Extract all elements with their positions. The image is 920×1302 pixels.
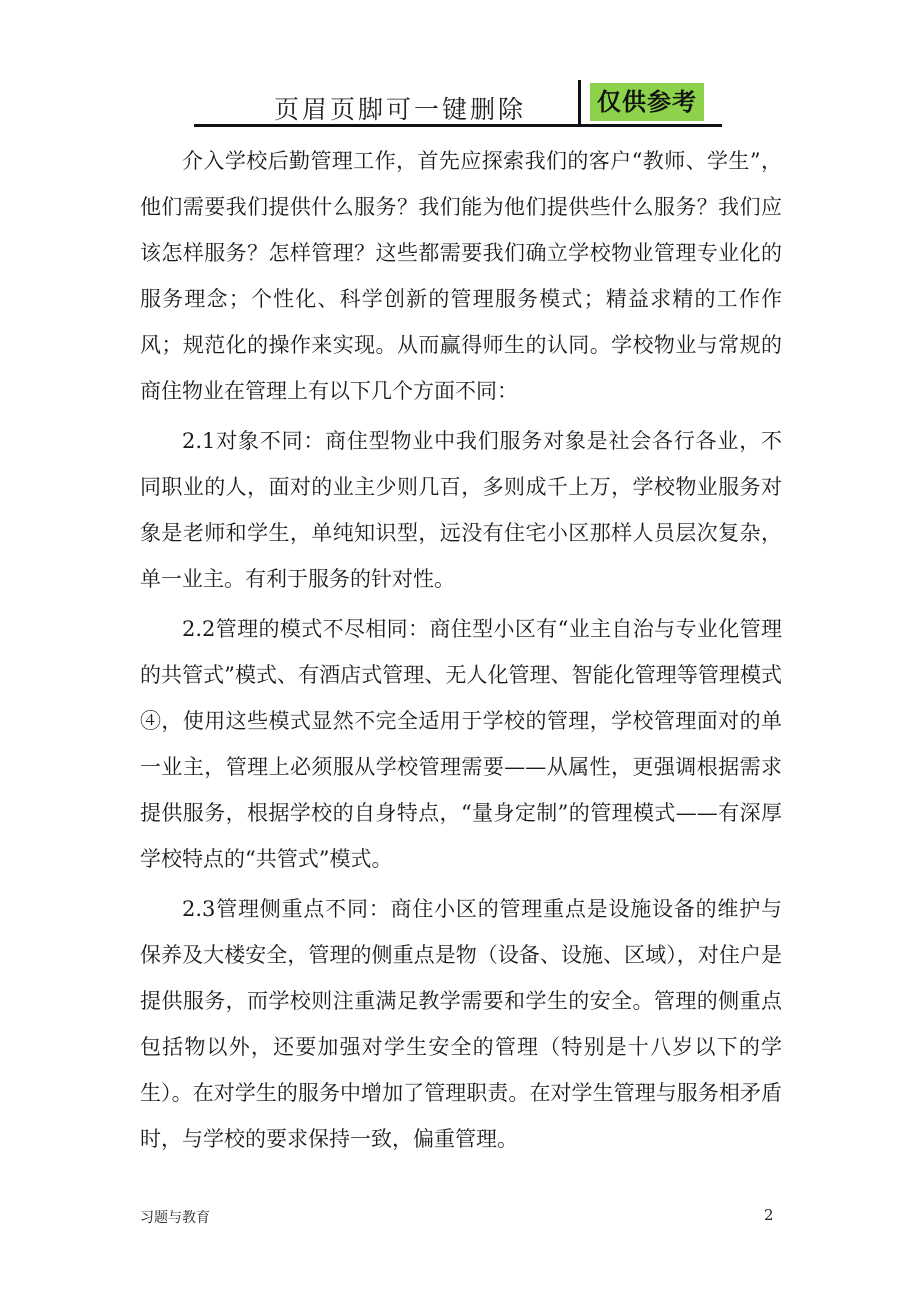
paragraph-2-3: 2.3管理侧重点不同：商住小区的管理重点是设施设备的维护与保养及大楼安全，管理的侧重点是物（设备、设施、区域），对住户是提供服务，而学校则注重满足教学需要和学生的安全。管理的侧重点包括物以外，还要加强对学生安全的管理（特别是十八岁以下的学生）。在对学生的服务中增加了管理职责。在对学生管理与服务相矛盾时，与学校的要求保持一致，偏重管理。 bbox=[140, 897, 782, 1151]
page-header bbox=[194, 76, 722, 128]
page-number: 2 bbox=[764, 1206, 774, 1224]
header-title: 页眉页脚可一键删除 bbox=[274, 95, 527, 124]
footer-label: 习题与教育 bbox=[140, 1210, 210, 1226]
document-body bbox=[140, 138, 782, 1162]
header-rule bbox=[194, 124, 722, 127]
paragraph-intro: 介入学校后勤管理工作，首先应探索我们的客户“教师、学生”，他们需要我们提供什么服务？我们能为他们提供些什么服务？我们应该怎样服务？怎样管理？这些都需要我们确立学校物业管理专业化的服务理念；个性化、科学创新的管理服务模式；精益求精的工作作风；规范化的操作来实现。从而赢得师生的认同。学校物业与常规的商住物业在管理上有以下几个方面不同： bbox=[140, 149, 782, 403]
header-badge: 仅供参考 bbox=[590, 83, 704, 121]
paragraph-2-1: 2.1对象不同：商住型物业中我们服务对象是社会各行各业，不同职业的人，面对的业主少则几百，多则成千上万，学校物业服务对象是老师和学生，单纯知识型，远没有住宅小区那样人员层次复杂，单一业主。有利于服务的针对性。 bbox=[140, 429, 782, 591]
header-divider bbox=[578, 80, 581, 126]
paragraph-2-2: 2.2管理的模式不尽相同：商住型小区有“业主自治与专业化管理的共管式”模式、有酒店式管理、无人化管理、智能化管理等管理模式④，使用这些模式显然不完全适用于学校的管理，学校管理面对的单一业主，管理上必须服从学校管理需要——从属性，更强调根据需求提供服务，根据学校的自身特点，“量身定制”的管理模式——有深厚学校特点的“共管式”模式。 bbox=[140, 617, 782, 871]
